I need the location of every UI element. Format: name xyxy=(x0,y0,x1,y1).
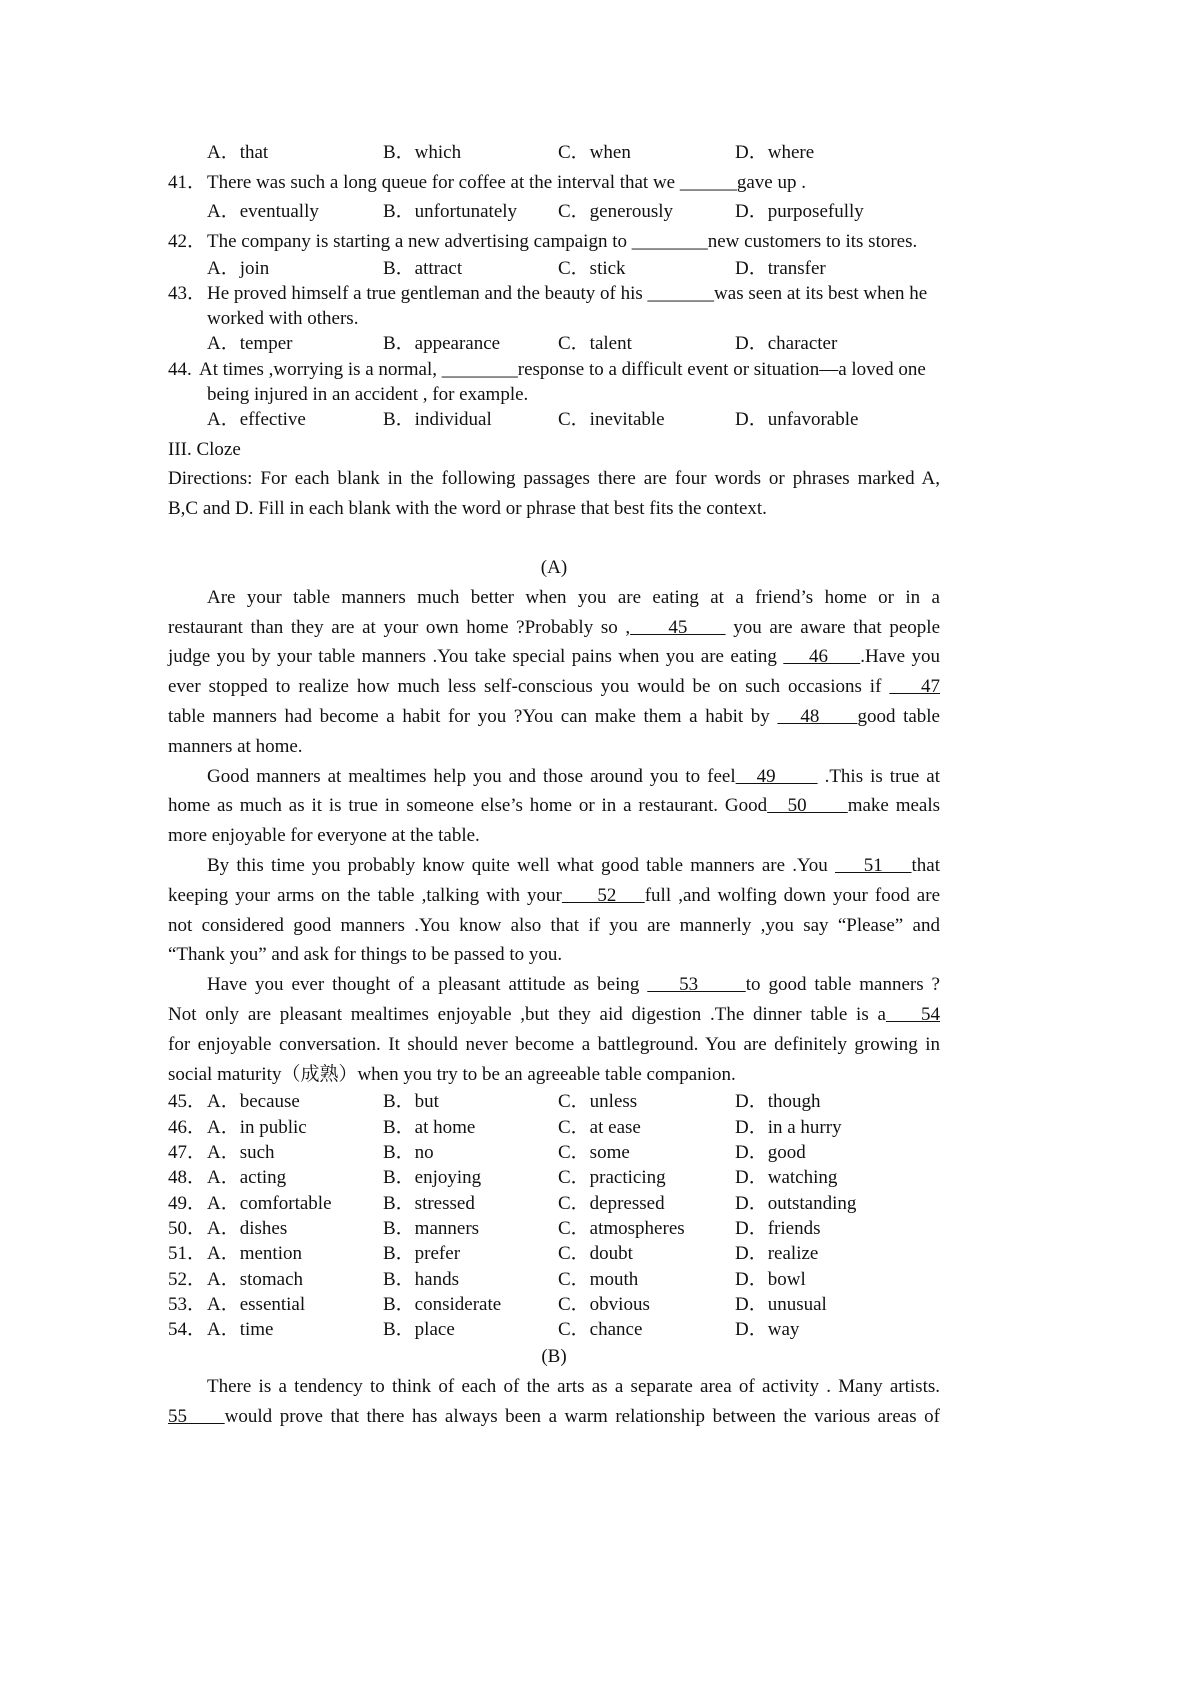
option-a: A．such xyxy=(207,1142,275,1164)
question-number: 43． xyxy=(168,283,207,305)
passage-text: manners at home. xyxy=(168,735,303,757)
passage-text: table manners had become a habit for you ?You can make them a habit by xyxy=(168,706,778,728)
option-a: A．mention xyxy=(207,1243,302,1265)
option-d: D．outstanding xyxy=(735,1192,857,1214)
cloze-question-options xyxy=(168,1216,940,1241)
passage-line xyxy=(168,911,940,941)
question-42-options xyxy=(168,256,940,281)
passage-text: you are aware that people xyxy=(725,616,940,638)
option-c: C．at ease xyxy=(558,1116,641,1138)
question-41-options xyxy=(168,197,940,227)
cloze-question-options xyxy=(168,1267,940,1292)
option-a: A．temper xyxy=(207,333,293,355)
passage-text: Have you ever thought of a pleasant attitude as being xyxy=(207,974,648,996)
option-b: B．no xyxy=(383,1142,434,1164)
passage-text: would prove that there has always been a warm relationship between the various areas of xyxy=(224,1405,940,1427)
option-a: A．in public xyxy=(207,1116,307,1138)
passage-text: Not only are pleasant mealtimes enjoyable ,but they aid digestion .The dinner table is a xyxy=(168,1004,886,1026)
question-number: 50． xyxy=(168,1217,207,1239)
passage-text: keeping your arms on the table ,talking with your xyxy=(168,884,562,906)
option-d: D．though xyxy=(735,1091,821,1113)
option-a: A．time xyxy=(207,1319,274,1341)
passage-line xyxy=(168,791,940,821)
option-a: A．essential xyxy=(207,1293,306,1315)
passage-text: .Have you xyxy=(860,646,941,668)
option-c: C．chance xyxy=(558,1319,643,1341)
question-number: 44. xyxy=(168,358,192,380)
question-42 xyxy=(168,227,940,257)
question-number: 52． xyxy=(168,1268,207,1290)
passage-line xyxy=(168,940,940,970)
option-a: A．stomach xyxy=(207,1268,304,1290)
answer-blank[interactable]: 47 xyxy=(889,676,940,698)
answer-blank[interactable]: 46 xyxy=(783,646,861,668)
option-a: A．dishes xyxy=(207,1217,288,1239)
question-44-continued xyxy=(168,382,940,407)
option-d: D．character xyxy=(735,333,838,355)
question-stem-line-2: being injured in an accident , for example. xyxy=(207,383,529,405)
answer-blank[interactable]: 48 xyxy=(777,706,858,728)
passage-text: for enjoyable conversation. It should never become a battleground. You are definitely growing in xyxy=(168,1033,940,1055)
passage-b-text xyxy=(168,1372,940,1432)
answer-blank[interactable]: 53 xyxy=(647,974,746,996)
passage-line xyxy=(168,1060,940,1090)
option-c: C．generously xyxy=(558,201,674,222)
option-d: D．bowl xyxy=(735,1268,806,1290)
answer-blank[interactable]: 52 xyxy=(561,884,645,906)
option-b: B．attract xyxy=(383,258,463,279)
option-d: D．transfer xyxy=(735,258,826,279)
option-d: D．watching xyxy=(735,1167,838,1189)
option-b: B．place xyxy=(383,1319,455,1341)
passage-line xyxy=(168,851,940,881)
passage-line xyxy=(168,821,940,851)
passage-text: make meals xyxy=(847,795,941,817)
option-b: B．unfortunately xyxy=(383,201,518,222)
question-44-options xyxy=(168,407,940,432)
question-40-options xyxy=(168,138,940,168)
passage-line xyxy=(168,672,940,702)
section-heading: III. Cloze xyxy=(168,438,241,460)
option-c: C．inevitable xyxy=(558,408,665,430)
option-b: B．individual xyxy=(383,408,492,430)
passage-text: to good table manners ? xyxy=(745,974,940,996)
section-directions-line-2: B,C and D. Fill in each blank with the word or phrase that best fits the context. xyxy=(168,497,767,519)
passage-a-options xyxy=(168,1089,940,1342)
option-d: D．unusual xyxy=(735,1293,827,1315)
question-number: 45． xyxy=(168,1091,207,1113)
option-b: B．hands xyxy=(383,1268,460,1290)
passage-text: ever stopped to realize how much less self-conscious you would be on such occasions if xyxy=(168,676,890,698)
passage-line xyxy=(168,762,940,792)
question-stem: The company is starting a new advertising campaign to ________new customers to its stores. xyxy=(207,230,918,252)
passage-line xyxy=(168,970,940,1000)
question-number: 49． xyxy=(168,1192,207,1214)
answer-blank[interactable]: 54 xyxy=(885,1004,940,1026)
question-44 xyxy=(168,357,940,382)
spacer xyxy=(168,523,940,553)
answer-blank[interactable]: 51 xyxy=(835,855,912,877)
cloze-question-options xyxy=(168,1241,940,1266)
question-number: 47． xyxy=(168,1142,207,1164)
option-b: B．enjoying xyxy=(383,1167,482,1189)
question-number: 53． xyxy=(168,1293,207,1315)
passage-b-label: (B) xyxy=(541,1346,567,1368)
option-d: D．friends xyxy=(735,1217,821,1239)
option-a: A．acting xyxy=(207,1167,287,1189)
passage-text: more enjoyable for everyone at the table. xyxy=(168,825,480,847)
option-a: A．that xyxy=(207,142,269,163)
passage-text: .This is true at xyxy=(817,765,941,787)
passage-line xyxy=(168,1030,940,1060)
question-number: 41． xyxy=(168,171,207,193)
question-43-options xyxy=(168,331,940,356)
passage-text: home as much as it is true in someone else’s home or in a restaurant. Good xyxy=(168,795,768,817)
question-41 xyxy=(168,168,940,198)
cloze-question-options xyxy=(168,1292,940,1317)
option-c: C．some xyxy=(558,1142,630,1164)
passage-text: not considered good manners .You know also that if you are mannerly ,you say “Please” and xyxy=(168,914,940,936)
option-b: B．appearance xyxy=(383,333,501,355)
option-c: C．unless xyxy=(558,1091,638,1113)
passage-line xyxy=(168,613,940,643)
option-a: A．effective xyxy=(207,408,306,430)
option-c: C．doubt xyxy=(558,1243,633,1265)
answer-blank[interactable]: 55 xyxy=(168,1405,225,1427)
passage-text: restaurant than they are at your own home ?Probably so , xyxy=(168,616,631,638)
question-number: 54． xyxy=(168,1319,207,1341)
option-b: B．which xyxy=(383,142,462,163)
question-43 xyxy=(168,281,940,306)
passage-text: judge you by your table manners .You take special pains when you are eating xyxy=(168,646,784,668)
passage-text: full ,and wolfing down your food are xyxy=(644,884,941,906)
question-stem-line-1: At times ,worrying is a normal, ________response to a difficult event or situation—a loved one xyxy=(199,358,926,380)
passage-line xyxy=(168,1372,940,1402)
option-c: C．when xyxy=(558,142,631,163)
option-c: C．talent xyxy=(558,333,632,355)
passage-text: social maturity（成熟）when you try to be an agreeable table companion. xyxy=(168,1063,736,1085)
passage-text: Are your table manners much better when you are eating at a friend’s home or in a xyxy=(207,586,940,608)
passage-text: that xyxy=(911,855,941,877)
question-stem: There was such a long queue for coffee at the interval that we ______gave up . xyxy=(207,171,806,193)
option-b: B．prefer xyxy=(383,1243,461,1265)
passage-text: good table xyxy=(857,706,940,728)
option-d: D．in a hurry xyxy=(735,1116,842,1138)
passage-text: “Thank you” and ask for things to be passed to you. xyxy=(168,944,563,966)
passage-line xyxy=(168,1402,940,1432)
question-43-continued xyxy=(168,306,940,331)
cloze-question-options xyxy=(168,1191,940,1216)
section-directions-line-1: Directions: For each blank in the following passages there are four words or phrases marked A, xyxy=(168,468,940,490)
passage-line xyxy=(168,881,940,911)
option-c: C．depressed xyxy=(558,1192,665,1214)
question-number: 51． xyxy=(168,1243,207,1265)
option-d: D．where xyxy=(735,142,815,163)
option-c: C．stick xyxy=(558,258,626,279)
cloze-question-options xyxy=(168,1089,940,1114)
answer-blank[interactable]: 49 xyxy=(735,765,818,787)
passage-line xyxy=(168,732,940,762)
option-b: B．manners xyxy=(383,1217,480,1239)
option-c: C．obvious xyxy=(558,1293,650,1315)
passage-text: By this time you probably know quite well what good table manners are .You xyxy=(207,855,835,877)
cloze-question-options xyxy=(168,1317,940,1342)
option-d: D．way xyxy=(735,1319,800,1341)
option-b: B．stressed xyxy=(383,1192,475,1214)
option-c: C．practicing xyxy=(558,1167,666,1189)
passage-line xyxy=(168,642,940,672)
cloze-question-options xyxy=(168,1165,940,1190)
cloze-question-options xyxy=(168,1115,940,1140)
cloze-question-options xyxy=(168,1140,940,1165)
option-b: B．but xyxy=(383,1091,439,1113)
option-d: D．purposefully xyxy=(735,201,864,222)
answer-blank[interactable]: 50 xyxy=(767,795,848,817)
option-d: D．realize xyxy=(735,1243,819,1265)
option-a: A．because xyxy=(207,1091,300,1113)
passage-a-text xyxy=(168,583,940,1090)
option-a: A．eventually xyxy=(207,201,319,222)
passage-line xyxy=(168,583,940,613)
passage-text: Good manners at mealtimes help you and those around you to feel xyxy=(207,765,736,787)
exam-page xyxy=(168,138,940,1432)
option-c: C．atmospheres xyxy=(558,1217,685,1239)
question-number: 42． xyxy=(168,230,207,252)
passage-text: There is a tendency to think of each of the arts as a separate area of activity . Many artists. xyxy=(207,1375,940,1397)
passage-line xyxy=(168,702,940,732)
option-a: A．join xyxy=(207,258,270,279)
question-number: 48． xyxy=(168,1167,207,1189)
question-stem-line-2: worked with others. xyxy=(207,308,359,330)
option-d: D．good xyxy=(735,1142,806,1164)
option-b: B．at home xyxy=(383,1116,476,1138)
passage-a-label: (A) xyxy=(540,557,568,579)
passage-line xyxy=(168,1000,940,1030)
question-number: 46． xyxy=(168,1116,207,1138)
option-a: A．comfortable xyxy=(207,1192,332,1214)
answer-blank[interactable]: 45 xyxy=(630,616,726,638)
option-d: D．unfavorable xyxy=(735,408,859,430)
option-b: B．considerate xyxy=(383,1293,502,1315)
option-c: C．mouth xyxy=(558,1268,639,1290)
question-stem-line-1: He proved himself a true gentleman and the beauty of his _______was seen at its best when he xyxy=(207,283,928,305)
